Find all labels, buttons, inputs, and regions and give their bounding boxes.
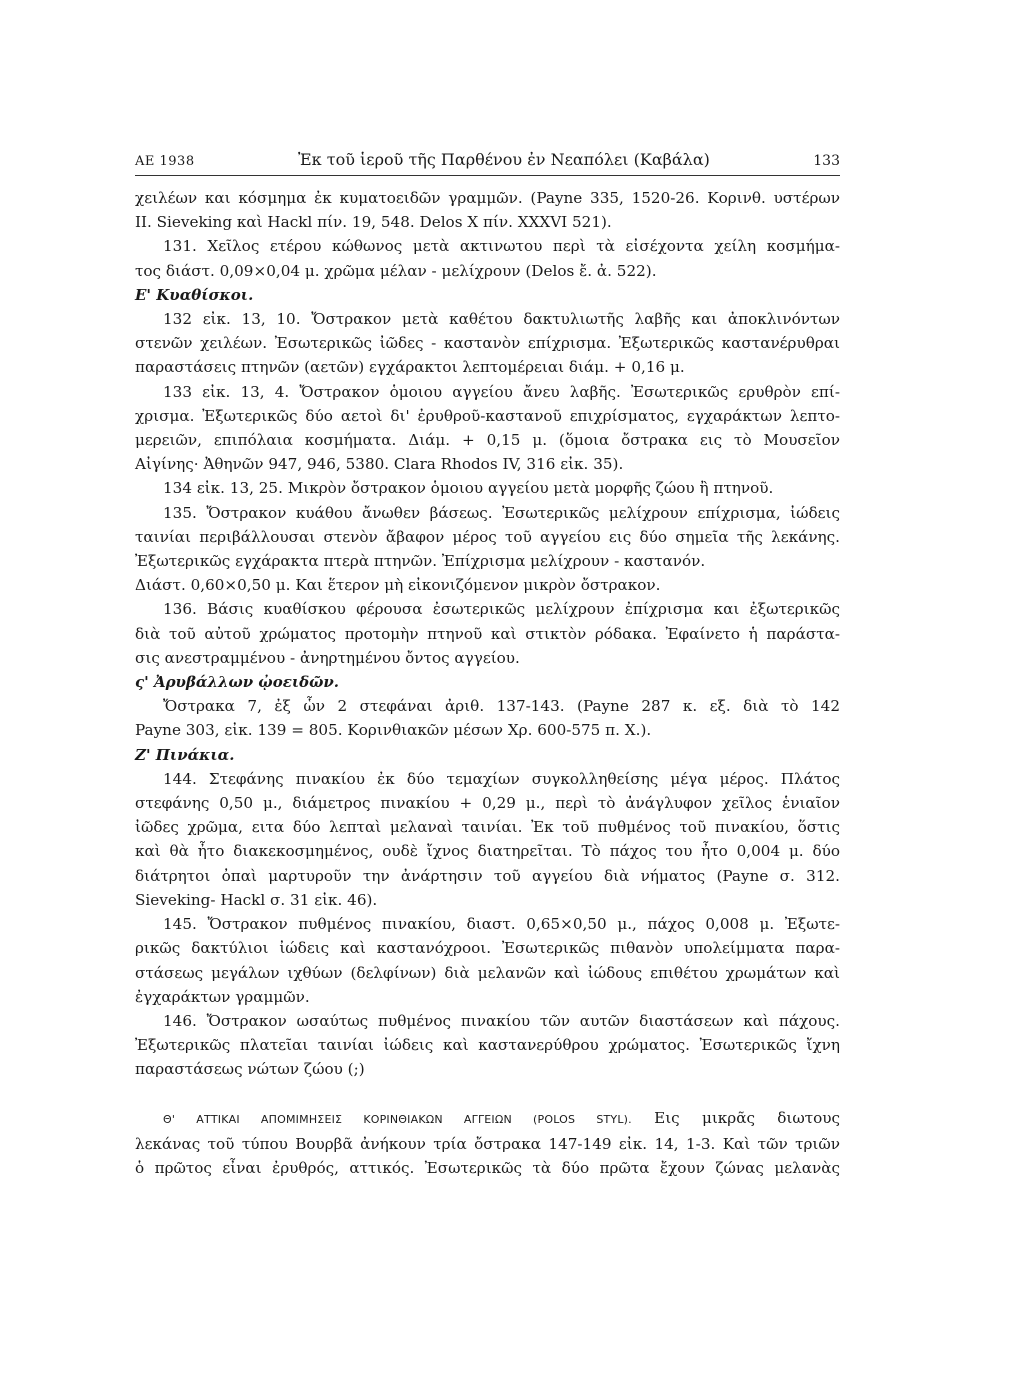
text-line: 131. Χεῖλος ετέρου κώθωνος μετὰ ακτινωτου περὶ τὰ εἰσέχοντα χείλη κοσμήμα- [163,237,840,256]
page-number: 133 [813,153,840,169]
running-header [135,150,840,176]
text-line: ρικῶς δακτύλιοι ἰώδεις καὶ καστανόχροοι. Ἐσωτερικῶς πιθανὸν υπολείμματα παρα- [135,939,840,958]
text-line: Ὄστρακα 7, ἐξ ὧν 2 στεφάναι ἀριθ. 137-143. (Payne 287 κ. εξ. διὰ τὸ 142 [163,697,840,716]
text-line: Διάστ. 0,60×0,50 μ. Και ἕτερον μὴ εἰκονιζόμενον μικρὸν ὄστρακον. [135,576,661,595]
text-line: ταινίαι περιβάλλουσαι στενὸν ἄβαφον μέρος τοῦ αγγείου εις δύο σημεῖα τῆς λεκάνης. [135,527,840,546]
text-line: ὁ πρῶτος εἶναι ἐρυθρός, αττικός. Ἐσωτερικῶς τὰ δύο πρῶτα ἔχουν ζώνας μελανὰς [135,1158,840,1177]
text-line: καὶ θὰ ἦτο διακεκοσμημένος, ουδὲ ἴχνος διατηρεῖται. Τὸ πάχος του ἦτο 0,004 μ. δύο [135,842,840,861]
section-heading: ς' Ἀρυβάλλων ᾠοειδῶν. [135,673,340,692]
journal-abbrev: AE 1938 [135,154,195,169]
text-line: διάτρητοι ὀπαὶ μαρτυροῦν την ἀνάρτησιν τοῦ αγγείου διὰ νήματος (Payne σ. 312. [135,866,840,885]
text-line: 144. Στεφάνης πινακίου ἐκ δύο τεμαχίων συγκολληθείσης μέγα μέρος. Πλάτος [163,769,840,788]
text-line: 132 εἰκ. 13, 10. Ὄστρακον μετὰ καθέτου δακτυλιωτῆς λαβῆς και ἀποκλινόντων [163,310,840,329]
text-fragment: Εις μικρᾶς διωτους [654,1108,840,1127]
text-line: διὰ τοῦ αὐτοῦ χρώματος προτομὴν πτηνοῦ καὶ στικτὸν ρόδακα. Ἐφαίνετο ἡ παράστα- [135,624,840,643]
text-line [135,1106,840,1132]
body-text [135,186,840,1180]
text-line: 145. Ὄστρακον πυθμένος πινακίου, διαστ. 0,65×0,50 μ., πάχος 0,008 μ. Ἐξωτε- [163,915,840,934]
section-heading-caps: Θ' ΑΤΤΙΚΑΙ ΑΠΟΜΙΜΗΣΕΙΣ ΚΟΡΙΝΘΙΑΚΩΝ ΑΓΓΕΙΩΝ (POLOS STYL). [163,1112,632,1126]
text-line: ἰῶδες χρῶμα, ειτα δύο λεπταὶ μελαναὶ ταινίαι. Ἐκ τοῦ πυθμένος τοῦ πινακίου, ὅστις [135,818,840,837]
running-title: Ἐκ τοῦ ἱεροῦ τῆς Παρθένου ἐν Νεαπόλει (Καβάλα) [298,150,710,169]
text-line: 134 εἰκ. 13, 25. Μικρὸν ὄστρακον ὁμοιου αγγείου μετὰ μορφῆς ζώου ἢ πτηνοῦ. [163,479,774,498]
text-line: II. Sieveking καὶ Hackl πίν. 19, 548. Delos X πίν. XXXVI 521). [135,213,612,232]
text-line: 136. Βάσις κυαθίσκου φέρουσα ἐσωτερικῶς μελίχρουν ἐπίχρισμα και ἐξωτερικῶς [163,600,840,619]
text-line: παραστάσεις πτηνῶν (αετῶν) εγχάρακτοι λεπτομέρειαι διάμ. + 0,16 μ. [135,358,685,377]
text-line: παραστάσεως νώτων ζώου (;) [135,1060,365,1079]
text-line: τος διάστ. 0,09×0,04 μ. χρῶμα μέλαν - μελίχρουν (Delos ἔ. ἀ. 522). [135,261,657,280]
text-line: 146. Ὄστρακον ωσαύτως πυθμένος πινακίου τῶν αυτῶν διαστάσεων καὶ πάχους. [163,1011,840,1030]
text-line: ἐγχαράκτων γραμμῶν. [135,987,310,1006]
page-content [135,150,840,1180]
text-line: μερειῶν, επιπόλαια κοσμήματα. Διάμ. + 0,15 μ. (ὅμοια ὄστρακα εις τὸ Μουσεῖον [135,431,840,450]
spacer [135,1082,840,1106]
text-line: Αἰγίνης· Ἀθηνῶν 947, 946, 5380. Clara Rhodos IV, 316 εἰκ. 35). [135,455,624,474]
text-line: χειλέων και κόσμημα ἐκ κυματοειδῶν γραμμῶν. (Payne 335, 1520-26. Κορινθ. υστέρων [135,189,840,207]
text-line: στάσεως μεγάλων ιχθύων (δελφίνων) διὰ μελανῶν καὶ ἰώδους επιθέτου χρωμάτων καὶ [135,963,840,982]
text-line: 133 εἰκ. 13, 4. Ὄστρακον ὁμοιου αγγείου ἄνευ λαβῆς. Ἐσωτερικῶς ερυθρὸν επί- [163,382,840,401]
text-line: λεκάνας τοῦ τύπου Βουρβᾶ ἀνήκουν τρία ὄστρακα 147-149 εἰκ. 14, 1-3. Καὶ τῶν τριῶν [135,1134,840,1153]
text-line: Ἐξωτερικῶς πλατεῖαι ταινίαι ἰώδεις καὶ καστανερύθρου χρώματος. Ἐσωτερικῶς ἴχνη [135,1036,840,1055]
text-line: Ἐξωτερικῶς εγχάρακτα πτερὰ πτηνῶν. Ἐπίχρισμα μελίχρουν - καστανόν. [135,552,706,571]
text-line: Payne 303, εἰκ. 139 = 805. Κορινθιακῶν μέσων Χρ. 600-575 π. Χ.). [135,721,652,740]
text-line: Sieveking- Hackl σ. 31 εἰκ. 46). [135,890,378,909]
text-line: 135. Ὄστρακον κυάθου ἄνωθεν βάσεως. Ἐσωτερικῶς μελίχρουν επίχρισμα, ἰώδεις [163,503,840,522]
text-line: στενῶν χειλέων. Ἐσωτερικῶς ἰῶδες - καστανὸν επίχρισμα. Ἐξωτερικῶς καστανέρυθραι [135,334,840,353]
section-heading: Ε' Κυαθίσκοι. [135,285,254,304]
text-line: χρισμα. Ἐξωτερικῶς δύο αετοὶ δι' ἐρυθροῦ-καστανοῦ επιχρίσματος, εγχαράκτων λεπτο- [135,406,840,425]
section-heading: Ζ' Πινάκια. [135,745,235,764]
text-line: στεφάνης 0,50 μ., διάμετρος πινακίου + 0,29 μ., περὶ τὸ ἀνάγλυφον χεῖλος ἑνιαῖον [135,794,840,813]
text-line: σις ανεστραμμένου - ἀνηρτημένου ὄντος αγγείου. [135,648,520,667]
